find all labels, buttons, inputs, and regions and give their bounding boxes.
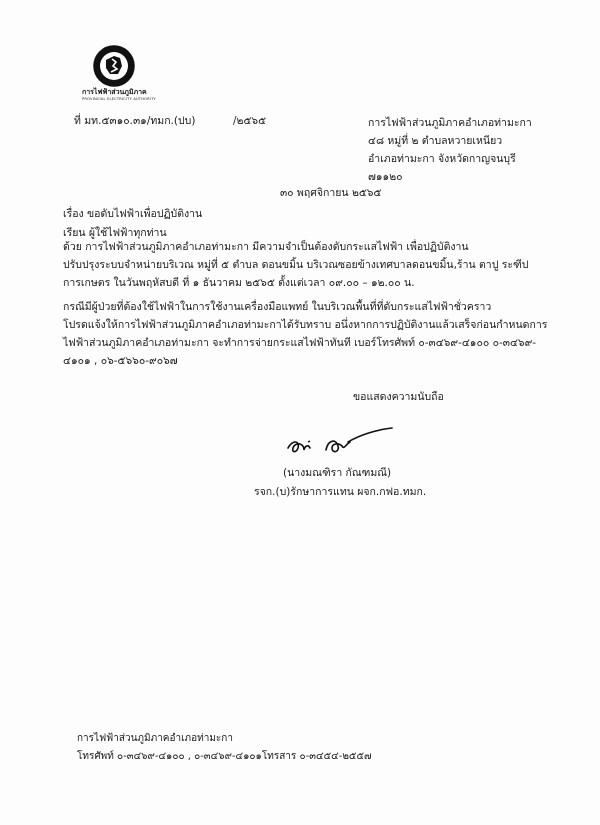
body-line: การเกษตร ในวันพฤหัสบดี ที่ ๑ ธันวาคม ๒๕๖๕ ตั้งแต่เวลา ๐๙.๐๐ – ๑๒.๐๐ น. (63, 277, 415, 289)
body-line: กรณีมีผู้ป่วยที่ต้องใช้ไฟฟ้าในการใช้งานเครื่องมือแพทย์ ในบริเวณพื้นที่ที่ดับกระแสไฟฟ้าชั่วคราว (63, 301, 492, 313)
footer-phone: โทรศัพท์ ๐-๓๔๖๙-๔๑๐๐ , ๐-๓๔๖๙-๔๑๐๑โทรสาร ๐-๓๔๕๔-๒๕๕๗ (77, 751, 372, 762)
address-line-1: การไฟฟ้าส่วนภูมิภาคอำเภอท่ามะกา (368, 117, 532, 129)
closing-line: ขอแสดงความนับถือ (353, 391, 444, 403)
org-name: การไฟฟ้าส่วนภูมิภาค (82, 88, 147, 96)
footer-org: การไฟฟ้าส่วนภูมิภาคอำเภอท่ามะกา (77, 733, 233, 744)
body-line: โปรดแจ้งให้การไฟฟ้าส่วนภูมิภาคอำเภอท่ามะกาได้รับทราบ อนึ่งหากการปฏิบัติงานแล้วเสร็จก่อนกำหนดการ (63, 319, 548, 331)
sender-address (368, 114, 532, 186)
signer-name: (นางมณฑิรา กัณฑมณี) (283, 467, 392, 479)
handwritten-signature (282, 424, 402, 462)
body-line: ด้วย การไฟฟ้าส่วนภูมิภาคอำเภอท่ามะกา มีความจำเป็นต้องดับกระแสไฟฟ้า เพื่อปฏิบัติงาน (63, 241, 469, 253)
body-paragraph-2 (63, 298, 548, 370)
letter-date: ๓๐ พฤศจิกายน ๒๕๖๕ (280, 187, 382, 199)
org-name-en: PROVINCIAL ELECTRICITY AUTHORITY (82, 97, 156, 101)
reference-number: ที่ มท.๕๓๑๐.๓๑/ทมก.(ปบ) (74, 115, 196, 127)
body-line: ๔๑๐๑ , ๐๖-๕๖๖๐-๙๐๖๗ (63, 355, 178, 367)
recipient-line: เรียน ผู้ใช้ไฟฟ้าทุกท่าน (63, 227, 167, 239)
pea-logo-icon (92, 44, 136, 88)
body-line: ไฟฟ้าส่วนภูมิภาคอำเภอท่ามะกา จะทำการจ่ายกระแสไฟฟ้าทันที เบอร์โทรศัพท์ ๐-๓๔๖๙-๔๑๐๐ ๐-๓๔๖๙- (63, 337, 537, 349)
body-paragraph-1 (63, 238, 543, 292)
footer-contact (77, 730, 372, 766)
signer-title: รจก.(บ)รักษาการแทน ผจก.กฟอ.ทมก. (254, 486, 427, 498)
body-line: ปรับปรุงระบบจำหน่ายบริเวณ หมู่ที่ ๕ ตำบล ดอนขมิ้น บริเวณซอยข้างเทศบาลดอนขมิ้น,ร้าน ตาปู ระฑีป (63, 259, 529, 271)
subject-line: เรื่อง ขอดับไฟฟ้าเพื่อปฏิบัติงาน (63, 208, 203, 220)
address-line-2: ๔๘ หมู่ที่ ๒ ตำบลหวายเหนียว (368, 135, 503, 147)
address-line-3: อำเภอท่ามะกา จังหวัดกาญจนบุรี (368, 153, 516, 165)
address-line-4: ๗๑๑๒๐ (368, 171, 403, 183)
reference-year: /๒๕๖๕ (233, 115, 267, 127)
